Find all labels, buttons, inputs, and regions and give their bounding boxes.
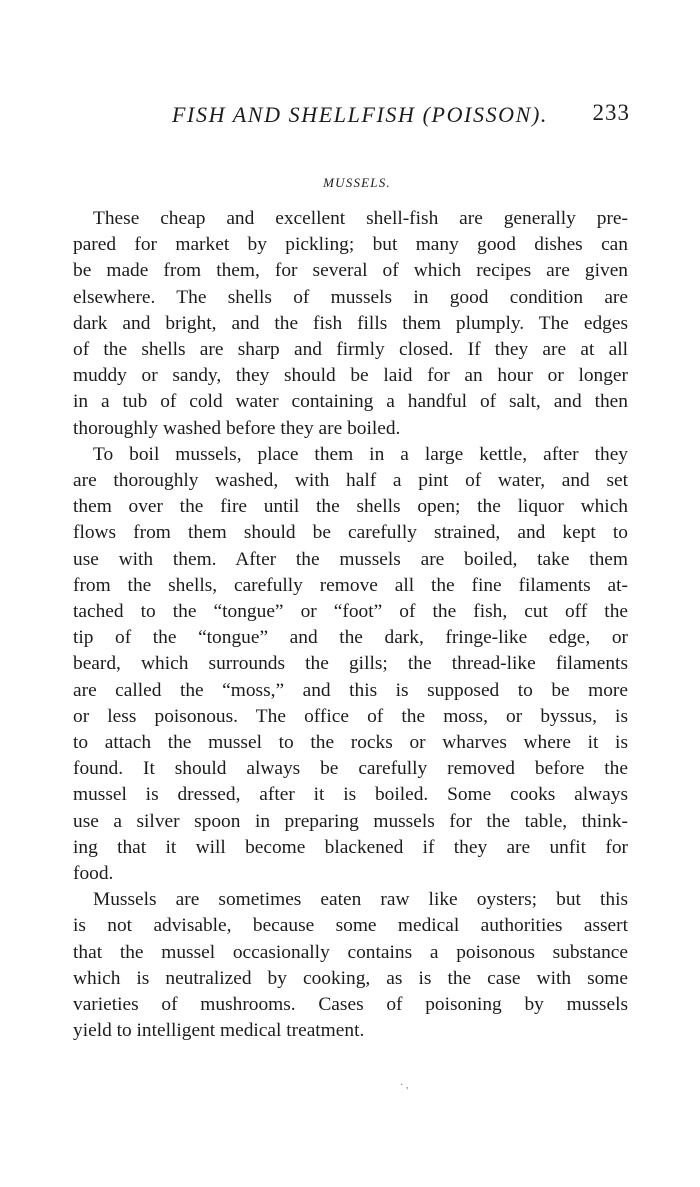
page-number: 233 [592, 100, 630, 125]
text-line: yield to intelligent medical treatment. [73, 1020, 365, 1042]
body-text [73, 206, 628, 1045]
running-title: FISH AND SHELLFISH (POISSON). [172, 102, 548, 127]
text-line: tached to the “tongue” or “foot” of the fish, cut off the [73, 601, 628, 623]
section-heading: MUSSELS. [323, 175, 391, 190]
paragraph-1 [73, 206, 628, 442]
text-line: in a tub of cold water containing a handful of salt, and then [73, 391, 628, 413]
text-line: be made from them, for several of which recipes are given [73, 260, 628, 282]
text-line: beard, which surrounds the gills; the thread-like filaments [73, 653, 628, 675]
text-line: are called the “moss,” and this is supposed to be more [73, 679, 628, 701]
text-line: thoroughly washed before they are boiled. [73, 417, 401, 439]
text-line: varieties of mushrooms. Cases of poisoning by mussels [73, 994, 628, 1016]
text-line: use with them. After the mussels are boiled, take them [73, 548, 628, 570]
text-line: which is neutralized by cooking, as is the case with some [73, 967, 628, 989]
text-line: them over the fire until the shells open; the liquor which [73, 496, 628, 518]
text-line: use a silver spoon in preparing mussels for the table, think- [73, 810, 628, 832]
text-line: is not advisable, because some medical authorities assert [73, 915, 628, 937]
text-line: found. It should always be carefully removed before the [73, 758, 628, 780]
paragraph-3 [73, 887, 628, 1044]
text-line: dark and bright, and the fish fills them plumply. The edges [73, 312, 628, 334]
text-line: tip of the “tongue” and the dark, fringe-like edge, or [73, 627, 628, 649]
text-line: elsewhere. The shells of mussels in good condition are [73, 286, 628, 308]
ink-speck: · , [400, 1080, 409, 1091]
text-line: Mussels are sometimes eaten raw like oysters; but this [93, 889, 628, 911]
text-line: or less poisonous. The office of the moss, or byssus, is [73, 705, 628, 727]
text-line: To boil mussels, place them in a large kettle, after they [93, 443, 628, 465]
text-line: mussel is dressed, after it is boiled. Some cooks always [73, 784, 628, 806]
text-line: ing that it will become blackened if they are unfit for [73, 836, 628, 858]
text-line: flows from them should be carefully strained, and kept to [73, 522, 628, 544]
text-line: that the mussel occasionally contains a poisonous substance [73, 941, 628, 963]
text-line: of the shells are sharp and firmly closed. If they are at all [73, 339, 628, 361]
paragraph-2 [73, 442, 628, 887]
text-line: food. [73, 863, 114, 885]
running-head [160, 100, 630, 134]
text-line: are thoroughly washed, with half a pint of water, and set [73, 470, 628, 492]
text-line: These cheap and excellent shell-fish are generally pre- [93, 208, 628, 229]
text-line: from the shells, carefully remove all the fine filaments at- [73, 574, 628, 596]
text-line: muddy or sandy, they should be laid for an hour or longer [73, 365, 628, 387]
text-line: to attach the mussel to the rocks or wharves where it is [73, 732, 628, 754]
text-line: pared for market by pickling; but many good dishes can [73, 234, 628, 256]
